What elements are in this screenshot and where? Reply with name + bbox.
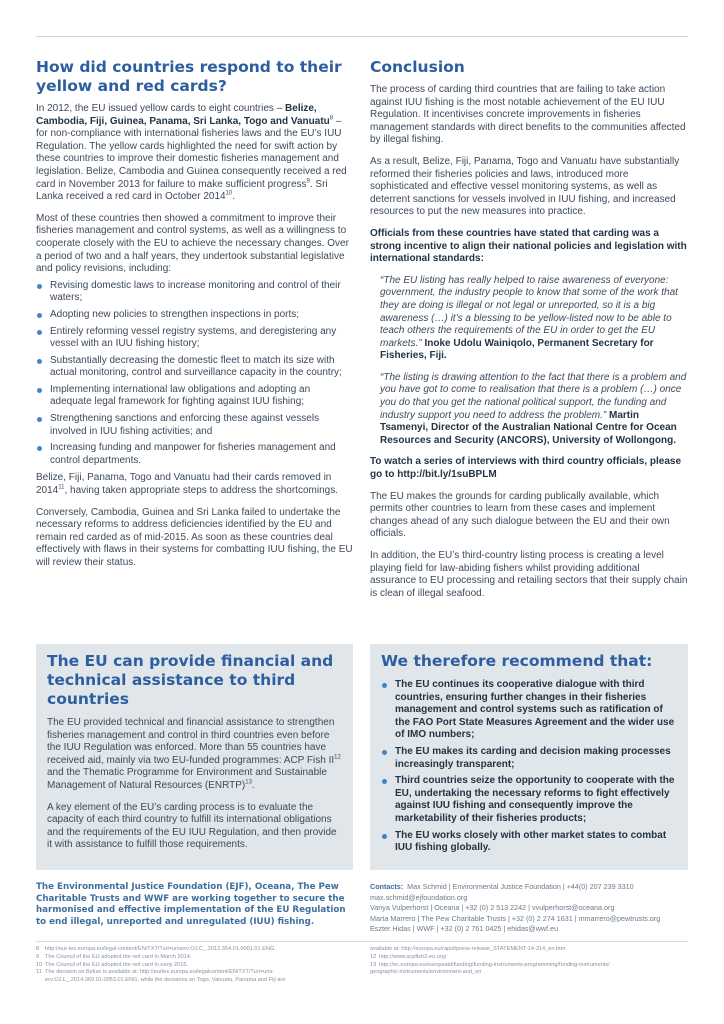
footnote-ref: 11 <box>58 484 65 491</box>
footnote-text: http://eur-lex.europa.eu/legal-content/EN/TXT/?uri=uriserv:OJ.C_.2012.354.01.0001.01.ENG <box>45 946 275 952</box>
quote-fiji <box>370 275 688 363</box>
list-item-text: Substantially decreasing the domestic fleet to match its size with actual monitoring, control and surveillance capacity in the country; <box>50 354 342 379</box>
footnote <box>370 954 688 962</box>
list-item-text: The EU makes its carding and decision making processes increasingly transparent; <box>395 745 671 770</box>
list-item-text: The EU continues its cooperative dialogue with third countries, ensuring further changes in their fisheries management and control systems such as ratification of the FAO Port State Measures Agreement and the wider use of IMO numbers; <box>395 679 675 741</box>
bullet-icon <box>37 446 42 451</box>
text: . <box>232 191 236 203</box>
footnote-ref: 9 <box>306 178 310 185</box>
section-heading-cards: How did countries respond to their yellow and red cards? <box>36 58 342 95</box>
top-divider <box>36 36 688 37</box>
list-item <box>381 775 677 825</box>
contact-line: Eszter Hidas | WWF | +32 (0) 2 761 0425 | ehidas@wwf.eu <box>370 924 559 934</box>
list-item <box>381 746 677 771</box>
paragraph-cards-intro <box>36 103 354 204</box>
paragraph-cards-removed <box>36 472 354 497</box>
list-item <box>36 280 354 305</box>
footnote-text: The decision on Belize is available at: http://eurlex.europa.eu/legalcontent/EN/TXT/?uri=uris- <box>45 969 275 976</box>
footnote-text: erv:OJ.L_.2014.360.01.0053.01.ENG, while the decisions on Togo, Vanuatu, Panama and Fiji are <box>45 977 286 984</box>
list-item <box>36 442 354 467</box>
interviews-link-paragraph[interactable]: To watch a series of interviews with third country officials, please go to http://bit.ly/1suBPLM <box>370 456 682 481</box>
quote-attribution: Martin Tsamenyi, Director of the Australian National Centre for Ocean Resources and Security (ANCORS), University of Wollongong. <box>380 409 677 446</box>
bullet-icon <box>37 313 42 318</box>
footnote <box>36 977 354 985</box>
footnote-number: 11 <box>36 969 42 976</box>
list-item-text: The EU works closely with other market states to combat IUU fishing globally. <box>395 829 667 854</box>
footnote-number: 9 <box>36 953 40 960</box>
footnote-ref: 8 <box>329 115 334 122</box>
contact-line <box>370 882 688 893</box>
list-item-text: Entirely reforming vessel registry systems, and deregistering any vessel with an IUU fishing history; <box>50 325 337 350</box>
left-column <box>36 58 354 579</box>
paragraph-level-playing-field: In addition, the EU’s third-country listing process is creating a level playing field for law-abiding fishers whilst providing additional assurance to EU processing and retailing sectors that their supply chain is clean of illegal seafood. <box>370 550 688 599</box>
contact-line: Vanya Vulperhorst | Oceana | +32 (0) 2 513 2242 | vvulperhorst@oceana.org <box>370 903 615 913</box>
text: The EU provided technical and financial assistance to strengthen fisheries management and control in third countries even before the IUU Regulation was enforced. More than 55 countries have received aid, mainly via two EU-funded programmes: ACP Fish II <box>47 717 335 766</box>
bullet-icon <box>382 779 387 784</box>
bullet-icon <box>37 388 42 393</box>
list-item-text: Revising domestic laws to increase monitoring and control of their waters; <box>50 279 341 304</box>
list-item-text: Implementing international law obligations and adopting an adequate legal framework for fighting against IUU fishing; <box>50 383 311 408</box>
footnote-ref: 13 <box>245 779 252 786</box>
section-heading-conclusion: Conclusion <box>370 58 465 76</box>
contacts-block <box>370 882 688 935</box>
footnote <box>36 962 354 970</box>
footnote <box>370 969 688 977</box>
list-item-text: Increasing funding and manpower for fisheries management and control departments. <box>50 442 336 466</box>
paragraph-conclusion-1: The process of carding third countries that are failing to take action against IUU fishing is the most notable achievement of the EU IUU Regulation. It incentivises concrete improvements in fisheries management standards with direct benefits to the communities affected by illegal fishing. <box>370 84 686 146</box>
paragraph-conclusion-2: As a result, Belize, Fiji, Panama, Togo and Vanuatu have substantially reformed their fisheries policies and laws, introduced more sophisticated and effective vessel monitoring systems, as well as deterrent sanctions for vessels involved in IUU fishing, and increased resources to put the new measures into practice. <box>370 155 680 218</box>
paragraph-officials: Officials from these countries have stated that carding was a strong incentive to align their national policies and legislation with international standards: <box>370 227 687 265</box>
footnote-text: geographic-instruments/environment-and_en <box>370 969 482 976</box>
footnote-text: available at: http://europa.eu/rapid/press-release_STATEMENT-14-314_en.htm <box>370 946 566 952</box>
bullet-icon <box>37 417 42 422</box>
text: and the Thematic Programme for Environment and Sustainable Management of Natural Resources (ENRTP) <box>47 767 327 791</box>
contact-email[interactable]: max.schmid@ejfoundation.org <box>370 892 468 902</box>
list-item <box>36 384 354 409</box>
footnote-text: The Council of the EU adopted the red card in March 2014. <box>45 953 192 960</box>
countries-list: Belize, Cambodia, Fiji, Guinea, Panama, Sri Lanka, Togo and Vanuatu <box>36 103 330 127</box>
list-item <box>381 679 677 742</box>
paragraph-red-carded: Conversely, Cambodia, Guinea and Sri Lanka failed to undertake the necessary reforms to address deficiencies identified by the EU and remain red carded as of mid-2015. As soon as these countries deal effectively with flaws in their systems for combatting IUU fishing, the EU will review their status. <box>36 506 353 568</box>
footnote <box>370 962 688 970</box>
bullet-icon <box>37 330 42 335</box>
contact-line: Marta Marrero | The Pew Charitable Trusts | +32 (0) 2 274 1631 | mmarrero@pewtrusts.org <box>370 913 661 923</box>
footnote-ref: 10 <box>225 190 233 197</box>
text: In 2012, the EU issued yellow cards to eight countries – <box>36 103 286 114</box>
recommendations-box <box>370 644 688 870</box>
footnote-text: http://ec.europa.eu/europeaid/funding/funding-instruments-programming/funding-instruments/ <box>379 961 610 968</box>
contact-text: Max Schmid | Environmental Justice Foundation | +44(0) 207 239 3310 <box>407 882 634 891</box>
footnote-number: 8 <box>36 946 40 952</box>
statement-text: The Environmental Justice Foundation (EJF), Oceana, The Pew Charitable Trusts and WWF are working together to secure the harmonised and effective implementation of the EU Regulation to end illegal, unreported and unregulated (IUU) fishing. <box>36 882 346 927</box>
bullet-icon <box>382 834 387 839</box>
revisions-list <box>36 280 354 468</box>
quote-ancors <box>370 372 688 448</box>
quote-attribution: Inoke Udolu Wainiqolo, Permanent Secretary for Fisheries, Fiji. <box>380 337 654 362</box>
footnotes-left <box>36 946 354 985</box>
bullet-icon <box>382 750 387 755</box>
paragraph-commitment: Most of these countries then showed a commitment to improve their fisheries management and control systems, as well as a willingness to cooperate closely with the EU to achieve the necessary changes. Over a period of two and a half years, they undertook substantial legislative and policy revisions, including: <box>36 212 349 275</box>
quote-text: “The EU listing has really helped to raise awareness of everyone: government, the industry people to know that some of the work that they are doing is illegal or not legal or unreported, so it is a big awareness (…) it’s a blessing to be yellow-listed now to be able to teach others the requirements of the EU in order to get the EU markets.” <box>380 274 678 349</box>
list-item <box>36 355 354 380</box>
text: , having taken appropriate steps to address the shortcomings. <box>64 485 338 497</box>
partnership-statement <box>36 882 346 928</box>
footnote-ref: 12 <box>334 754 341 761</box>
list-item <box>36 326 354 351</box>
recommendations-heading: We therefore recommend that: <box>381 652 653 670</box>
list-item-text: Third countries seize the opportunity to cooperate with the EU, undertaking the necessary reforms to fight effectively against IUU fishing and consequently improve the marketability of their fisheries products; <box>395 775 675 824</box>
list-item <box>36 413 354 438</box>
text: . <box>251 779 255 791</box>
text: Belize, Fiji, Panama, Togo and Vanuatu had their cards removed in 2014 <box>36 472 332 497</box>
right-column <box>370 58 688 609</box>
contacts-label: Contacts: <box>370 882 404 891</box>
footnote-text: The Council of the EU adopted the red card in early 2015. <box>45 961 189 968</box>
list-item-text: Adopting new policies to strengthen inspections in ports; <box>50 308 300 320</box>
text: – for non-compliance with international fisheries laws and the EU’s IUU Regulation. The yellow cards highlighted the need for swift action by these countries to improve their domestic fisheries management and legislation. Belize, Cambodia and Guinea consequently received a red card in November 2013 for failure to make sufficient progress <box>36 115 347 190</box>
list-item-text: Strengthening sanctions and enforcing these against vessels involved in IUU fishing activities; and <box>50 413 320 437</box>
footnote-number: 10 <box>36 961 43 968</box>
footnote <box>36 969 354 977</box>
quote-text: “The listing is drawing attention to the fact that there is a problem and you have got to come to realisation that there is a problem (…) once you do that you get the national political support, the funding and industry support you need to address the problem.” <box>380 371 687 421</box>
footnote <box>370 946 688 954</box>
bullet-icon <box>382 683 387 688</box>
assistance-heading: The EU can provide financial and technical assistance to third countries <box>47 652 334 708</box>
footnote <box>36 954 354 962</box>
list-item <box>36 309 354 322</box>
assistance-box <box>36 644 353 870</box>
assistance-paragraph-2: A key element of the EU’s carding process is to evaluate the capacity of each third country to fulfill its international obligations and the requirements of the EU IUU Regulation, and then provide it with assistance to fulfill those requirements. <box>47 801 337 851</box>
assistance-paragraph-1 <box>47 717 342 793</box>
list-item <box>381 830 677 855</box>
footnotes-right <box>370 946 688 977</box>
footnote-text: http://www.acpfish2-eu.org/ <box>379 953 447 960</box>
bullet-icon <box>37 359 42 364</box>
bullet-icon <box>37 284 42 289</box>
recommendations-list <box>381 679 677 855</box>
footnote-number: 12 <box>370 953 377 960</box>
text: . Sri Lanka received a red card in October 2014 <box>36 178 328 203</box>
paragraph-grounds: The EU makes the grounds for carding publically available, which permits other countries to learn from these cases and implement changes ahead of any such dialogue between the EU and their own officials. <box>370 490 670 540</box>
footnote <box>36 946 354 954</box>
footnote-number: 13 <box>370 961 377 968</box>
footnote-divider <box>36 941 688 942</box>
